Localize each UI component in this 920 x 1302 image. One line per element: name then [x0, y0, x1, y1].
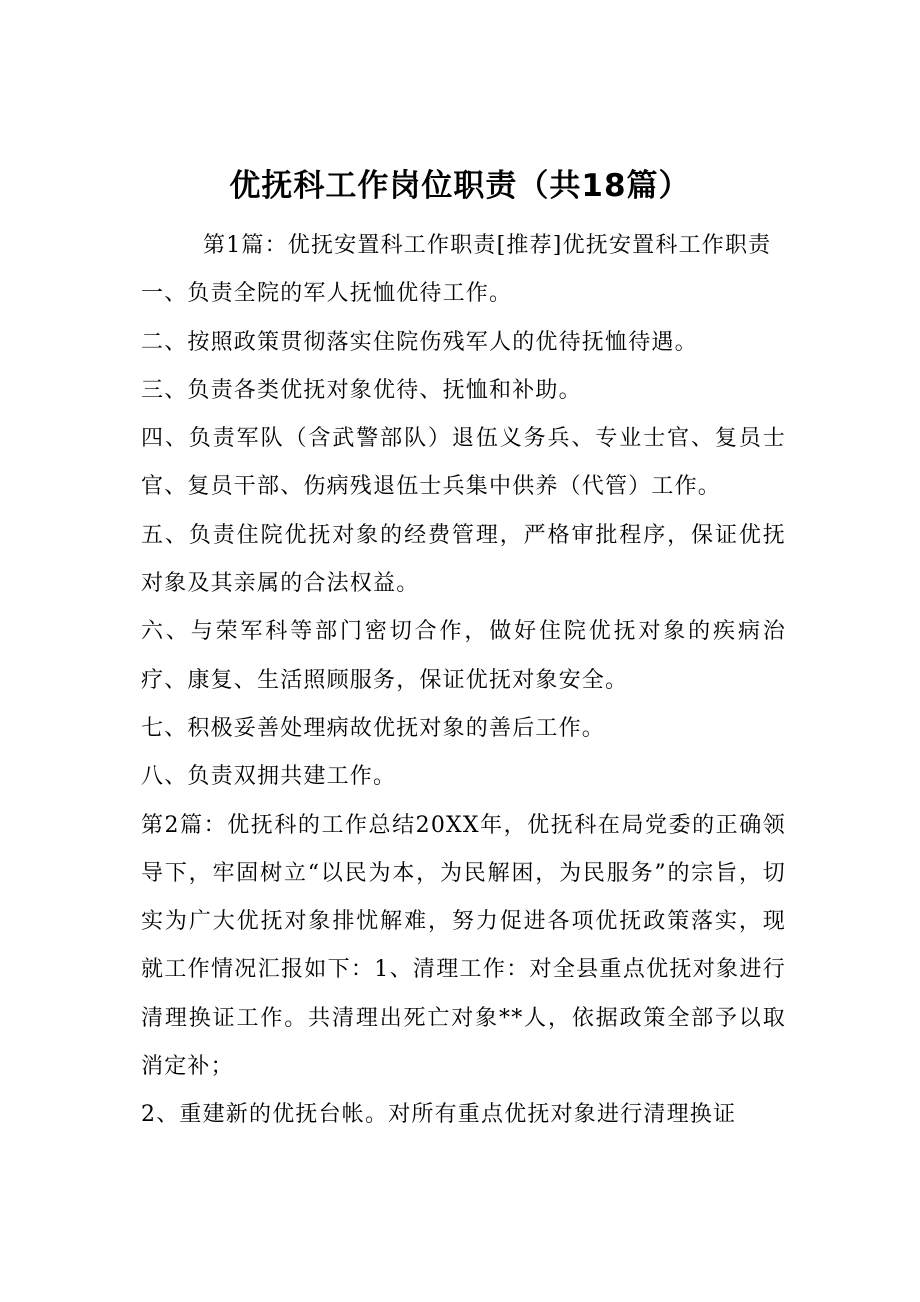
paragraph-item-3: 三、负责各类优抚对象优待、抚恤和补助。 [141, 377, 582, 403]
paragraph-section-2: 第2篇：优抚科的工作总结20XX年，优抚科在局党委的正确领导下，牢固树立“以民为本，为民解困，为民服务”的宗旨，切实为广大优抚对象排忧解难，努力促进各项优抚政策落实，现就工作情况汇报如下：1、清理工作：对全县重点优抚对象进行清理换证工作。共清理出死亡对象**人，依据政策全部予以取消定补； [141, 812, 786, 1080]
paragraph-item-5: 五、负责住院优抚对象的经费管理，严格审批程序，保证优抚对象及其亲属的合法权益。 [141, 522, 786, 597]
paragraph-item-6: 六、与荣军科等部门密切合作，做好住院优抚对象的疾病治疗、康复、生活照顾服务，保证优抚对象安全。 [141, 619, 786, 693]
paragraph-item-7: 七、积极妥善处理病故优抚对象的善后工作。 [141, 715, 606, 741]
paragraph-item-1: 一、负责全院的军人抚恤优待工作。 [141, 281, 513, 307]
paragraph-section-2-item-2: 2、重建新的优抚台帐。对所有重点优抚对象进行清理换证 [141, 1102, 737, 1128]
document-title: 优抚科工作岗位职责（共18篇） [229, 167, 691, 204]
paragraph-item-8: 八、负责双拥共建工作。 [141, 764, 397, 790]
paragraph-item-2: 二、按照政策贯彻落实住院伤残军人的优待抚恤待遇。 [141, 329, 698, 355]
paragraph-section-1-heading: 第1篇：优抚安置科工作职责[推荐]优抚安置科工作职责 [203, 233, 772, 258]
paragraph-item-4: 四、负责军队（含武警部队）退伍义务兵、专业士官、复员士官、复员干部、伤病残退伍士兵集中供养（代管）工作。 [141, 426, 786, 500]
document-body [141, 222, 786, 1140]
